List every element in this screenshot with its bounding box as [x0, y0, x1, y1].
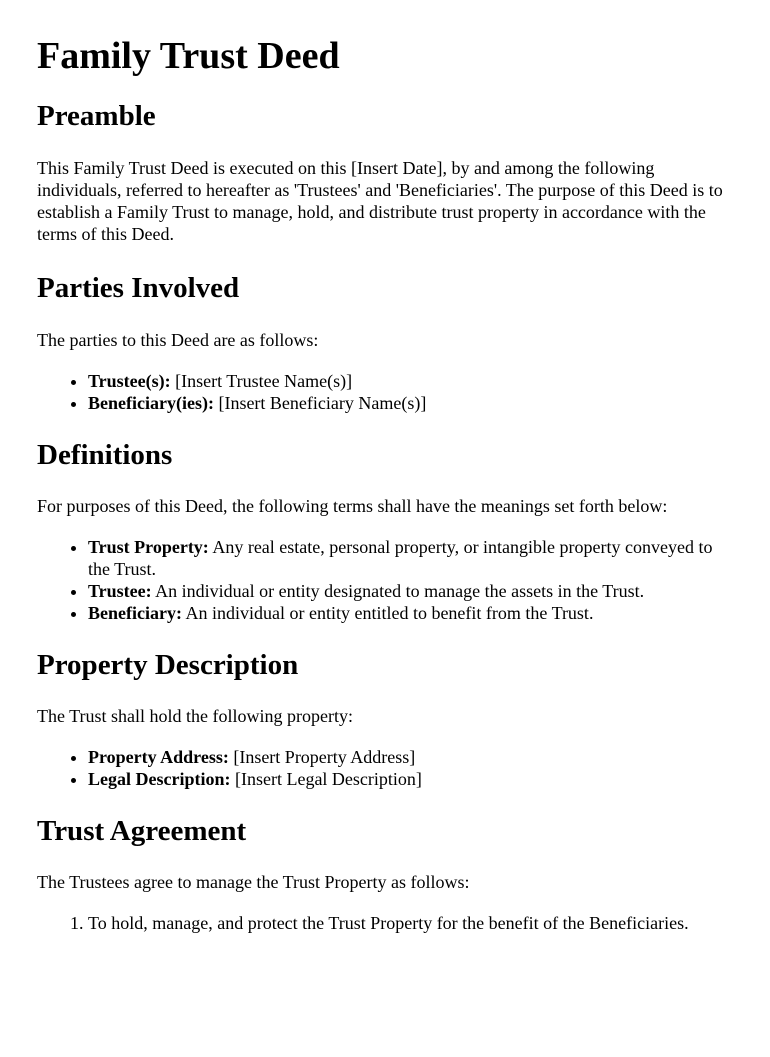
term-label: Beneficiary(ies): — [88, 393, 214, 413]
term-label: Trustee: — [88, 581, 152, 601]
parties-list — [37, 370, 733, 414]
document-title: Family Trust Deed — [37, 35, 340, 77]
term-value: An individual or entity designated to manage the assets in the Trust. — [155, 581, 645, 601]
definitions-list — [37, 536, 733, 624]
legal-description-item — [88, 768, 733, 790]
definition-trust-property — [88, 536, 733, 580]
agreement-item: 1. To hold, manage, and protect the Trust Property for the benefit of the Beneficiaries. — [88, 912, 733, 934]
term-value: [Insert Legal Description] — [234, 769, 422, 789]
document-page — [0, 33, 770, 934]
definitions-intro: For purposes of this Deed, the following terms shall have the meanings set forth below: — [37, 496, 668, 516]
term-label: Trust Property: — [88, 537, 209, 557]
term-label: Trustee(s): — [88, 371, 171, 391]
property-address-item — [88, 746, 733, 768]
parties-intro: The parties to this Deed are as follows: — [37, 330, 319, 350]
list-item-beneficiaries — [88, 392, 733, 414]
section-heading-preamble: Preamble — [37, 100, 156, 132]
section-heading-definitions: Definitions — [37, 439, 173, 471]
term-label: Property Address: — [88, 747, 229, 767]
term-value: Any real estate, personal property, or intangible property conveyed to the Trust. — [88, 537, 713, 579]
preamble-text: This Family Trust Deed is executed on this [Insert Date], by and among the following individuals, referred to hereafter as 'Trustees' and 'Beneficiaries'. The purpose of this Deed is to establish a Family Trust to manage, hold, and distribute trust property in accordance with the terms of this Deed. — [37, 158, 723, 244]
term-label: Beneficiary: — [88, 603, 182, 623]
definition-beneficiary — [88, 602, 733, 624]
property-list — [37, 746, 733, 790]
section-heading-property: Property Description — [37, 649, 299, 681]
property-intro: The Trust shall hold the following property: — [37, 706, 353, 726]
agreement-intro: The Trustees agree to manage the Trust Property as follows: — [37, 872, 470, 892]
list-item-trustees — [88, 370, 733, 392]
section-heading-parties: Parties Involved — [37, 272, 240, 304]
section-heading-agreement: Trust Agreement — [37, 815, 247, 847]
term-label: Legal Description: — [88, 769, 231, 789]
term-value: [Insert Trustee Name(s)] — [175, 371, 353, 391]
term-value: An individual or entity entitled to benefit from the Trust. — [185, 603, 594, 623]
term-value: [Insert Property Address] — [233, 747, 416, 767]
definition-trustee — [88, 580, 733, 602]
agreement-list — [37, 912, 733, 934]
term-value: [Insert Beneficiary Name(s)] — [218, 393, 427, 413]
